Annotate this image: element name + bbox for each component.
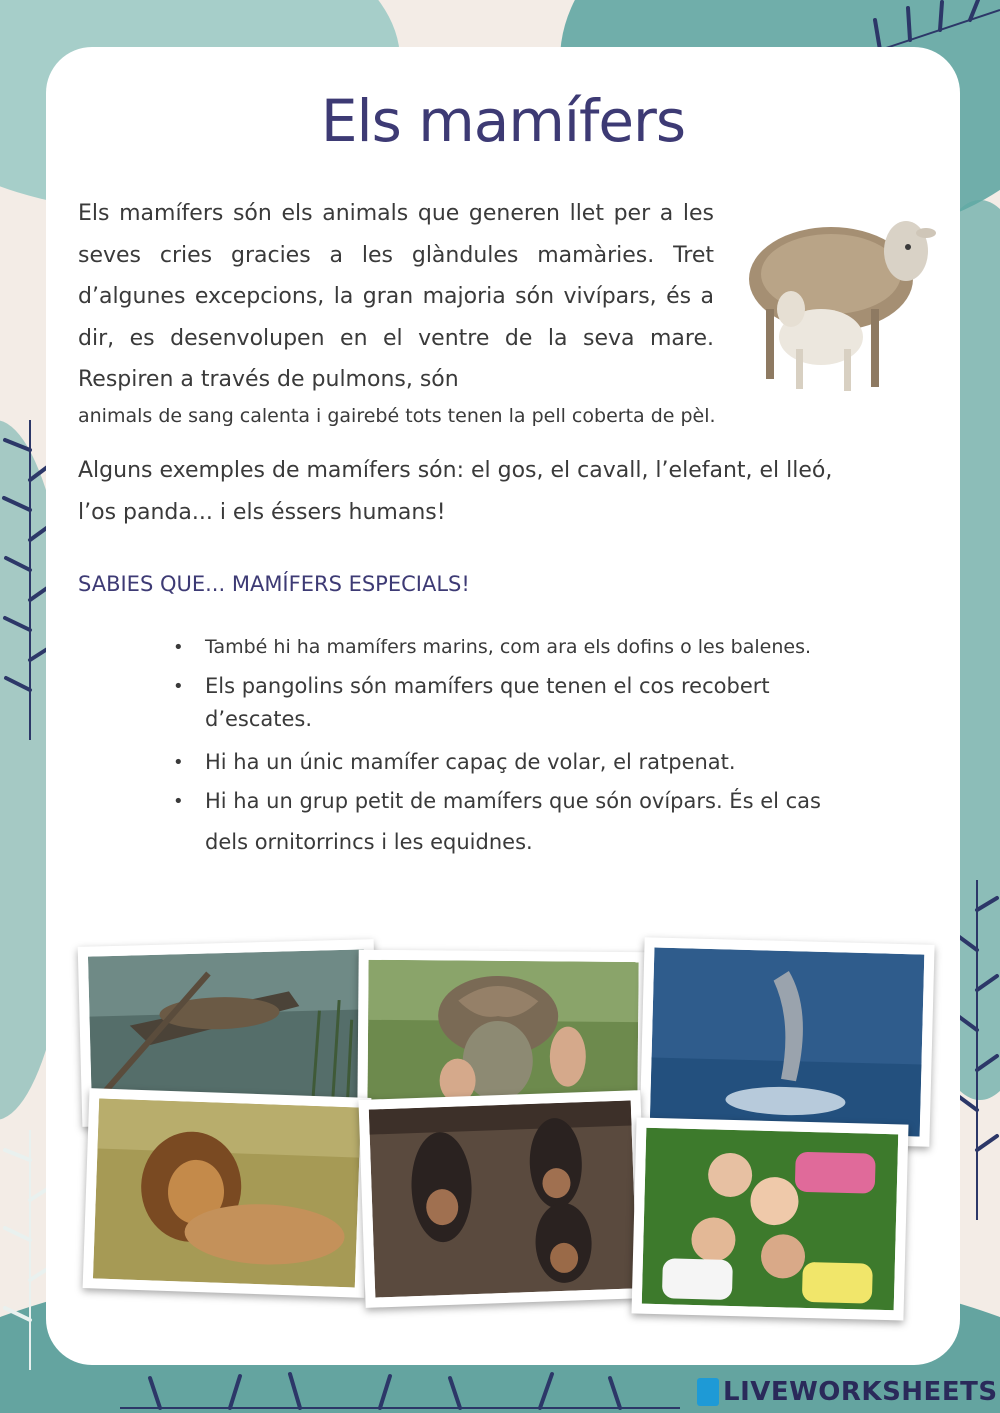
- list-item: [173, 781, 853, 863]
- list-item: [173, 631, 853, 664]
- examples-paragraph: Alguns exemples de mamífers són: el gos, el cavall, l’elefant, el lleó, l’os panda... i els éssers humans!: [78, 458, 833, 525]
- fact-text: Hi ha un grup petit de mamífers que són ovípars. És el cas dels ornitorrincs i les equidnes.: [205, 789, 821, 854]
- bullet-icon: •: [173, 637, 184, 658]
- list-item: [173, 746, 853, 779]
- fact-text: Hi ha un únic mamífer capaç de volar, el ratpenat.: [205, 750, 736, 774]
- bullet-icon: •: [173, 752, 184, 773]
- sheep-with-lamb-image: [736, 199, 946, 399]
- intro-continuation: animals de sang calenta i gairebé tots tenen la pell coberta de pèl.: [78, 405, 716, 427]
- special-facts-list: [173, 631, 853, 863]
- lion-photo: [83, 1088, 372, 1298]
- fact-text: També hi ha mamífers marins, com ara els dofins o les balenes.: [205, 636, 812, 658]
- bats-photo: [358, 1090, 647, 1308]
- liveworksheets-logo-icon: [697, 1378, 719, 1406]
- list-item: [173, 670, 853, 736]
- leaf-right-icon: [955, 880, 1000, 1220]
- fact-text: Els pangolins són mamífers que tenen el cos recobert d’escates.: [205, 674, 770, 731]
- worksheet-card: [46, 47, 960, 1365]
- children-photo: [631, 1117, 908, 1320]
- liveworksheets-logo: [697, 1377, 998, 1407]
- bullet-icon: •: [173, 791, 184, 812]
- logo-text: LIVEWORKSHEETS: [723, 1377, 998, 1407]
- page-title: Els mamífers: [320, 87, 686, 155]
- leaf-bottom-icon: [120, 1368, 680, 1413]
- special-mammals-heading: SABIES QUE... MAMÍFERS ESPECIALS!: [78, 572, 470, 596]
- intro-paragraph: Els mamífers són els animals que generen llet per a les seves cries gracies a les glàndules mamàries. Tret d’algunes excepcions, la gran majoria són vivípars, és a dir, es desenvolupen en el ventre de la seva mare. Respiren a través de pulmons, són: [78, 201, 714, 392]
- dolphin-photo: [639, 937, 934, 1147]
- bullet-icon: •: [173, 676, 184, 697]
